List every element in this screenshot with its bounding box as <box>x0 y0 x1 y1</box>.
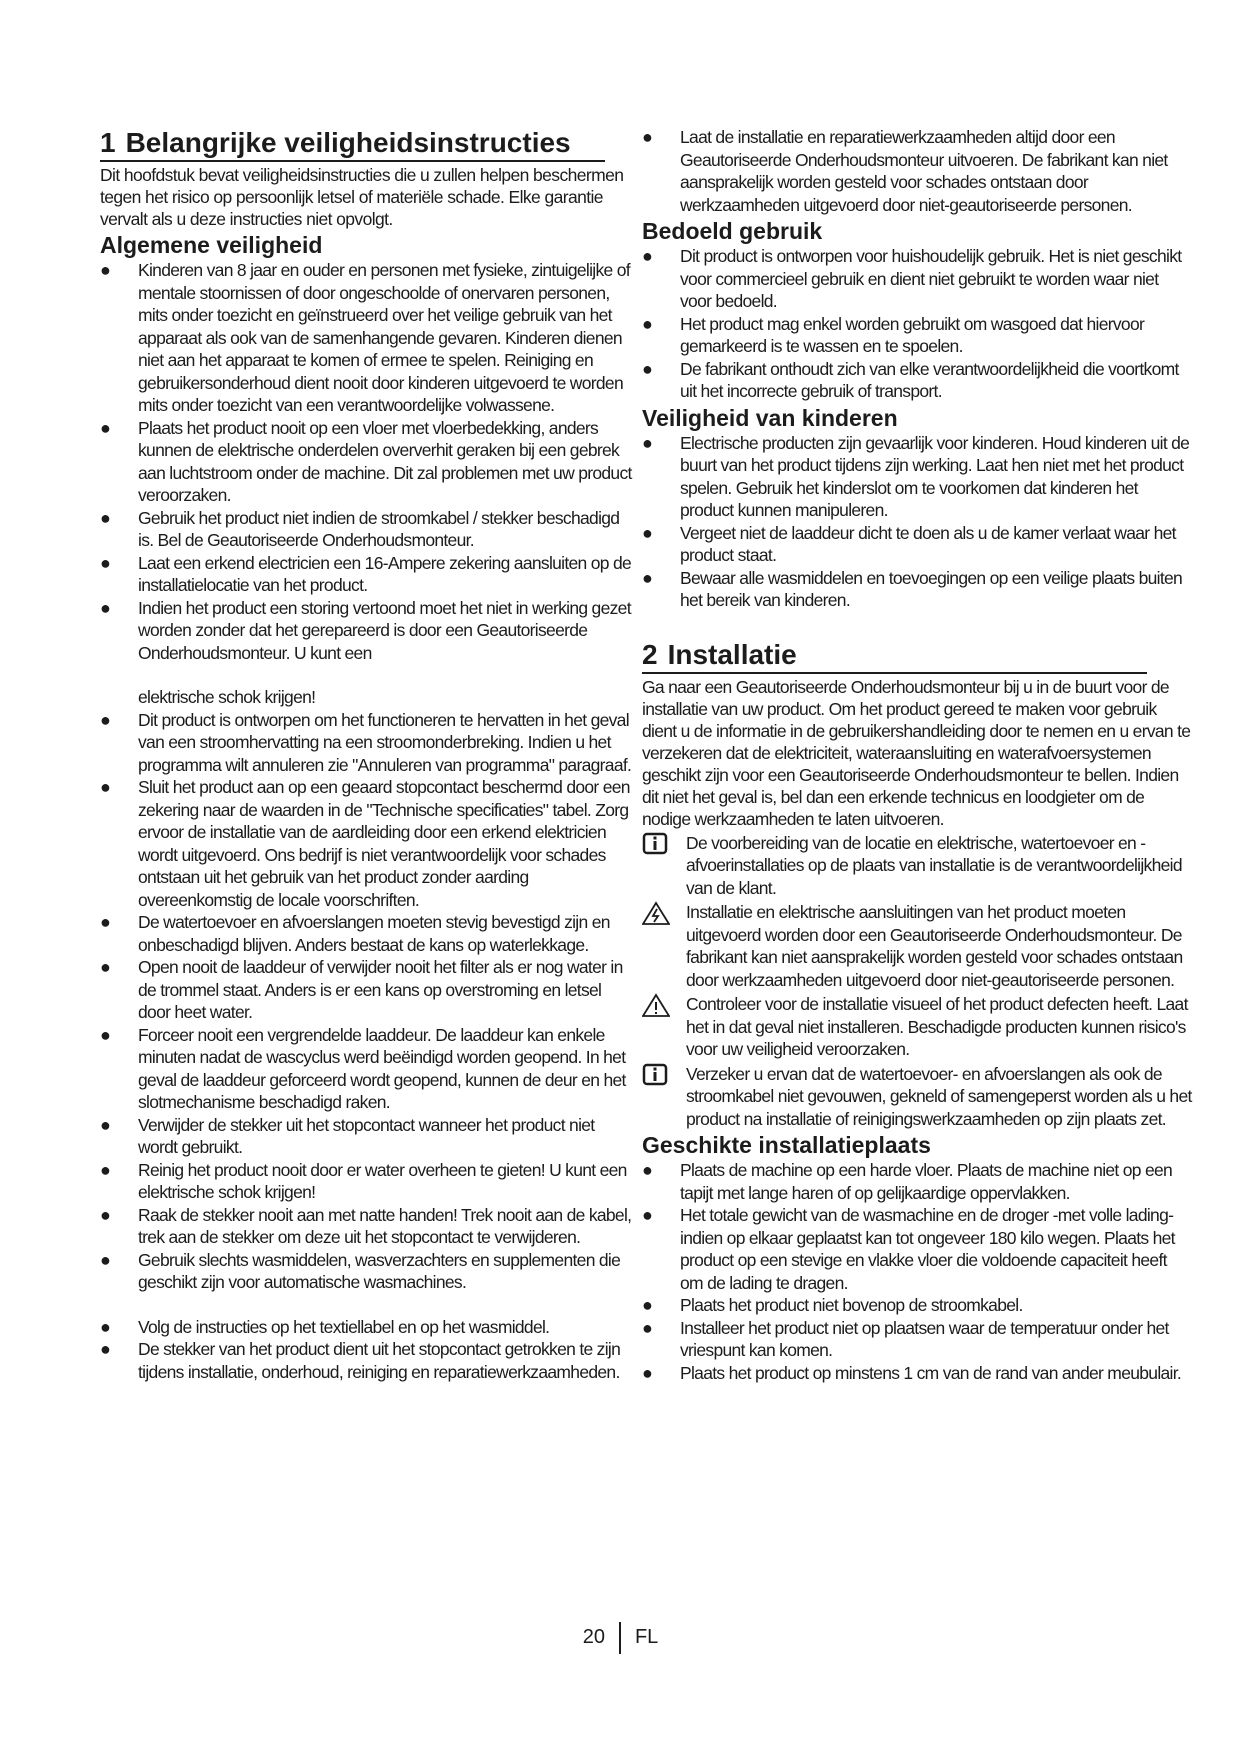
chapter-title: Installatie <box>667 638 797 670</box>
list-item: ● Indien het product een storing vertoond moet het niet in werking gezet worden zonder dat het gerepareerd is door een Geautoriseerde Onderhoudsmonteur. U kunt een <box>100 597 631 663</box>
list-item: ● Volg de instructies op het textiellabel en op het wasmiddel. <box>100 1316 550 1337</box>
chapter-number: 2 <box>642 638 658 670</box>
list-item: ● Plaats de machine op een harde vloer. Plaats de machine niet op een tapijt met lange haren of op gelijkaardige oppervlakken. <box>642 1160 1173 1203</box>
note-text: Verzeker u ervan dat de watertoevoer- en afvoerslangen als ook de stroomkabel niet gevouwen, gekneld of samengeperst worden als u het product na installatie of reinigingswerkzaamheden op zijn plaats zet. <box>686 1063 1192 1129</box>
list-item: ● Plaats het product niet bovenop de stroomkabel. <box>642 1295 1023 1315</box>
list-item: ● Electrische producten zijn gevaarlijk voor kinderen. Houd kinderen uit de buurt van het product tijdens zijn werking. Laat hen niet met het product spelen. Gebruik het kinderslot om te voorkomen dat kinderen het product kunnen manipuleren. <box>642 432 1190 520</box>
list-item: ● Laat de installatie en reparatiewerkzaamheden altijd door een Geautoriseerde Onderhoudsmonteur uitvoeren. De fabrikant kan niet aansprakelijk worden gesteld voor schades ontstaan door werkzaamheden uitgevoerd door niet-geautoriseerde personen. <box>642 127 1168 215</box>
electric-warning-icon <box>642 901 670 925</box>
list-item: ● Bewaar alle wasmiddelen en toevoegingen op een veilige plaats buiten het bereik van kinderen. <box>642 567 1183 610</box>
installation-repair-list <box>642 126 1193 216</box>
note-text: De voorbereiding van de locatie en elektrische, watertoevoer en -afvoerinstallaties op de plaats van installatie is de verantwoordelijkheid van de klant. <box>686 832 1182 898</box>
page-footer <box>0 1622 1241 1654</box>
list-item: ● Vergeet niet de laaddeur dicht te doen als u de kamer verlaat waar het product staat. <box>642 522 1176 565</box>
installation-location-list <box>642 1159 1193 1384</box>
intended-use-list <box>642 245 1193 403</box>
general-safety-list <box>100 259 637 1383</box>
list-item: ● Reinig het product nooit door er water overheen te gieten! U kunt een elektrische schok krijgen! <box>100 1159 627 1202</box>
chapter-number: 1 <box>100 127 116 158</box>
chapter-2-heading <box>642 638 1147 674</box>
footer-divider <box>619 1622 621 1654</box>
chapter-intro: Dit hoofdstuk bevat veiligheidsinstructies die u zullen helpen beschermen tegen het risico op persoonlijk letsel of materiële schade. Elke garantie vervalt als u deze instructies niet opvolgt. <box>100 165 624 229</box>
list-item: ● Kinderen van 8 jaar en ouder en personen met fysieke, zintuigelijke of mentale stoornissen of door ongeschoolde of onervaren personen, mits onder toezicht en geïnstrueerd over het veilige gebruik van het apparaat als ook van de samenhangende gevaren. Kinderen dienen niet aan het apparaat te komen of ermee te spelen. Reiniging en gebruikersonderhoud dient nooit door kinderen uitgevoerd te worden mits onder toezicht van een verantwoordelijke volwassene. <box>100 260 630 415</box>
list-item: ● Raak de stekker nooit aan met natte handen! Trek nooit aan de kabel, trek aan de stekker om deze uit het stopcontact te verwijderen. <box>100 1204 632 1247</box>
list-item: ● De watertoevoer en afvoerslangen moeten stevig bevestigd zijn en onbeschadigd blijven. Anders bestaat de kans op waterlekkage. <box>100 912 610 955</box>
list-item: ● Plaats het product op minstens 1 cm van de rand van ander meubulair. <box>642 1362 1182 1383</box>
list-item: ● Dit product is ontworpen om het functioneren te hervatten in het geval van een stroomhervatting na een stroomonderbreking. Indien u het programma wilt annuleren zie "Annuleren van programma" paragraaf. <box>100 709 632 775</box>
note-warning <box>642 993 1193 1061</box>
note-info <box>642 832 1193 900</box>
info-icon <box>642 1063 670 1087</box>
list-item: ● De stekker van het product dient uit het stopcontact getrokken te zijn tijdens installatie, onderhoud, reiniging en reparatiewerkzaamheden. <box>100 1339 621 1382</box>
list-item-continued: elektrische schok krijgen! <box>138 687 316 707</box>
page-number: 20 <box>582 1626 605 1649</box>
right-column <box>642 126 1193 1384</box>
note-electric-warning <box>642 901 1193 991</box>
list-item: ● De fabrikant onthoudt zich van elke verantwoordelijkheid die voortkomt uit het incorrecte gebruik of transport. <box>642 358 1179 401</box>
chapter-1-heading <box>100 126 605 162</box>
list-item: ● Verwijder de stekker uit het stopcontact wanneer het product niet wordt gebruikt. <box>100 1114 595 1157</box>
note-info <box>642 1063 1193 1131</box>
section-general-safety: Algemene veiligheid <box>100 232 323 258</box>
section-installation-location: Geschikte installatieplaats <box>642 1132 931 1158</box>
section-child-safety: Veiligheid van kinderen <box>642 404 898 431</box>
list-item: ● Open nooit de laaddeur of verwijder nooit het filter als er nog water in de trommel staat. Anders is er een kans op overstroming en letsel door heet water. <box>100 957 623 1022</box>
list-item: ● Het totale gewicht van de wasmachine en de droger -met volle lading- indien op elkaar geplaatst kan tot ongeveer 180 kilo wegen. Plaats het product op een stevige en vlakke vloer die voldoende capaciteit heeft om de lading te dragen. <box>642 1205 1175 1293</box>
info-icon <box>642 832 670 856</box>
warning-icon <box>642 993 670 1017</box>
note-text: Installatie en elektrische aansluitingen van het product moeten uitgevoerd worden door een Geautoriseerde Onderhoudsmonteur. De fabrikant kan niet aansprakelijk worden gesteld voor schades ontstaan door werkzaamheden uitgevoerd door niet-geautoriseerde personen. <box>686 902 1183 990</box>
list-item: ● Dit product is ontworpen voor huishoudelijk gebruik. Het is niet geschikt voor commercieel gebruik en dient niet gebruikt te worden waar niet voor bedoeld. <box>642 246 1182 311</box>
section-intended-use: Bedoeld gebruik <box>642 218 823 244</box>
list-item: ● Gebruik slechts wasmiddelen, wasverzachters en supplementen die geschikt zijn voor automatische wasmachines. <box>100 1249 621 1292</box>
list-item: ● Het product mag enkel worden gebruikt om wasgoed dat hiervoor gemarkeerd is te wassen en te spoelen. <box>642 313 1145 356</box>
child-safety-list <box>642 432 1193 612</box>
list-item: ● Sluit het product aan op een geaard stopcontact beschermd door een zekering naar de waarden in de "Technische specificaties" tabel. Zorg ervoor de installatie van de aardleiding door een erkend elektricien wordt uitgevoerd. Ons bedrijf is niet verantwoordelijk voor schades ontstaan uit het gebruik van het product zonder aarding overeenkomstig de locale voorschriften. <box>100 777 630 910</box>
chapter-title: Belangrijke veiligheidsinstructies <box>125 127 571 158</box>
list-item: ● Forceer nooit een vergrendelde laaddeur. De laaddeur kan enkele minuten nadat de wascyclus werd beëindigd worden geopend. In het geval de laaddeur geforceerd wordt geopend, kunnen de deur en het slotmechanisme beschadigd raken. <box>100 1024 626 1112</box>
note-text: Controleer voor de installatie visueel of het product defecten heeft. Laat het in dat geval niet installeren. Beschadigde producten kunnen risico's voor uw veiligheid veroorzaken. <box>686 994 1188 1059</box>
language-code: FL <box>634 1626 659 1649</box>
list-item: ● Installeer het product niet op plaatsen waar de temperatuur onder het vriespunt kan komen. <box>642 1317 1169 1360</box>
list-item: ● Laat een erkend electricien een 16-Ampere zekering aansluiten op de installatielocatie van het product. <box>100 552 632 595</box>
installation-intro: Ga naar een Geautoriseerde Onderhoudsmonteur bij u in de buurt voor de installatie van uw product. Om het product gereed te maken voor gebruik dient u de informatie in de gebruikershandleiding door te nemen en u ervan te verzekeren dat de elektriciteit, wateraansluiting en waterafvoersystemen geschikt zijn voor een Geautoriseerde Onderhoudsmonteur te bellen. Indien dit niet het geval is, bel dan een erkende technicus en loodgieter om de nodige werkzaamheden te laten uitvoeren. <box>642 676 1191 829</box>
list-item: ● Gebruik het product niet indien de stroomkabel / stekker beschadigd is. Bel de Geautoriseerde Onderhoudsmonteur. <box>100 507 620 550</box>
list-item: ● Plaats het product nooit op een vloer met vloerbedekking, anders kunnen de elektrische onderdelen oververhit geraken bij een gebrek aan luchtstroom onder de machine. Dit zal problemen met uw product veroorzaken. <box>100 417 632 505</box>
left-column <box>100 126 637 1383</box>
